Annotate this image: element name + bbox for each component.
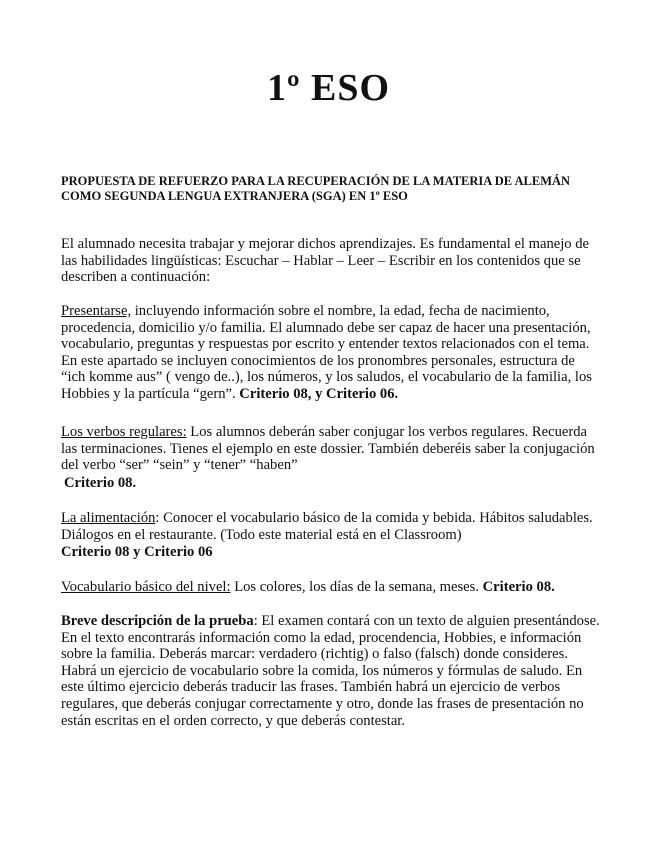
alimentacion-heading: La alimentación bbox=[61, 510, 156, 526]
presentarse-paragraph bbox=[61, 303, 601, 403]
presentarse-heading: Presentarse, bbox=[61, 303, 132, 319]
verbos-body: Los alumnos deberán saber conjugar los verbos regulares. Recuerda las terminaciones. Tienes el ejemplo en este dossier. También deberéis saber la conjugación del verbo “ser” “sein” y “tener” “haben” bbox=[61, 424, 595, 474]
vocabulario-paragraph bbox=[61, 579, 601, 596]
alimentacion-body: : Conocer el vocabulario básico de la comida y bebida. Hábitos saludables. Diálogos en el restaurante. (Todo este material está en el Classroom) bbox=[61, 510, 593, 543]
vocabulario-heading: Vocabulario básico del nivel: bbox=[61, 579, 231, 595]
alimentacion-paragraph bbox=[61, 510, 601, 543]
presentarse-criteria: Criterio 08, y Criterio 06. bbox=[235, 385, 399, 402]
intro-paragraph: El alumnado necesita trabajar y mejorar dichos aprendizajes. Es fundamental el manejo de las habilidades lingüísticas: Escuchar – Hablar – Leer – Escribir en los contenidos que se describen a continuación: bbox=[61, 236, 589, 286]
verbos-paragraph bbox=[61, 424, 601, 474]
document-subtitle: PROPUESTA DE REFUERZO PARA LA RECUPERACIÓN DE LA MATERIA DE ALEMÁN COMO SEGUNDA LENGUA EXTRANJERA (SGA) EN 1º ESO bbox=[61, 174, 571, 203]
verbos-heading: Los verbos regulares: bbox=[61, 424, 187, 440]
prueba-heading: Breve descripción de la prueba bbox=[61, 613, 254, 629]
prueba-body: : El examen contará con un texto de alguien presentándose. En el texto encontrarás información como la edad, procendencia, Hobbies, e información sobre la familia. Deberás marcar: verdadero (richtig) o falso (falsch) donde consideres. Habrá un ejercicio de vocabulario sobre la comida, los números y fórmulas de saludo. En este último ejercicio deberás traducir las frases. También habrá un ejercicio de verbos regulares, que deberás conjugar correctamente y otro, donde las frases de presentación no están escritas en el orden correcto, y que deberás contestar. bbox=[61, 613, 600, 729]
vocabulario-criteria: Criterio 08. bbox=[478, 579, 555, 595]
prueba-paragraph bbox=[61, 613, 601, 729]
document-title: 1º ESO bbox=[266, 67, 391, 109]
presentarse-body: incluyendo información sobre el nombre, la edad, fecha de nacimiento, procedencia, domicilio y/o familia. El alumnado debe ser capaz de hacer una presentación, vocabulario, preguntas y respuestas por escrito y entender textos relacionados con el tema. En este apartado se incluyen conocimientos de los pronombres personales, estructura de “ich komme aus” ( vengo de..), los números, y los saludos, el vocabulario de la familia, los Hobbies y la partícula “gern”. bbox=[61, 303, 592, 402]
verbos-criteria: Criterio 08. bbox=[64, 475, 137, 491]
vocabulario-body: Los colores, los días de la semana, meses. bbox=[230, 579, 479, 595]
alimentacion-criteria: Criterio 08 y Criterio 06 bbox=[61, 544, 213, 560]
